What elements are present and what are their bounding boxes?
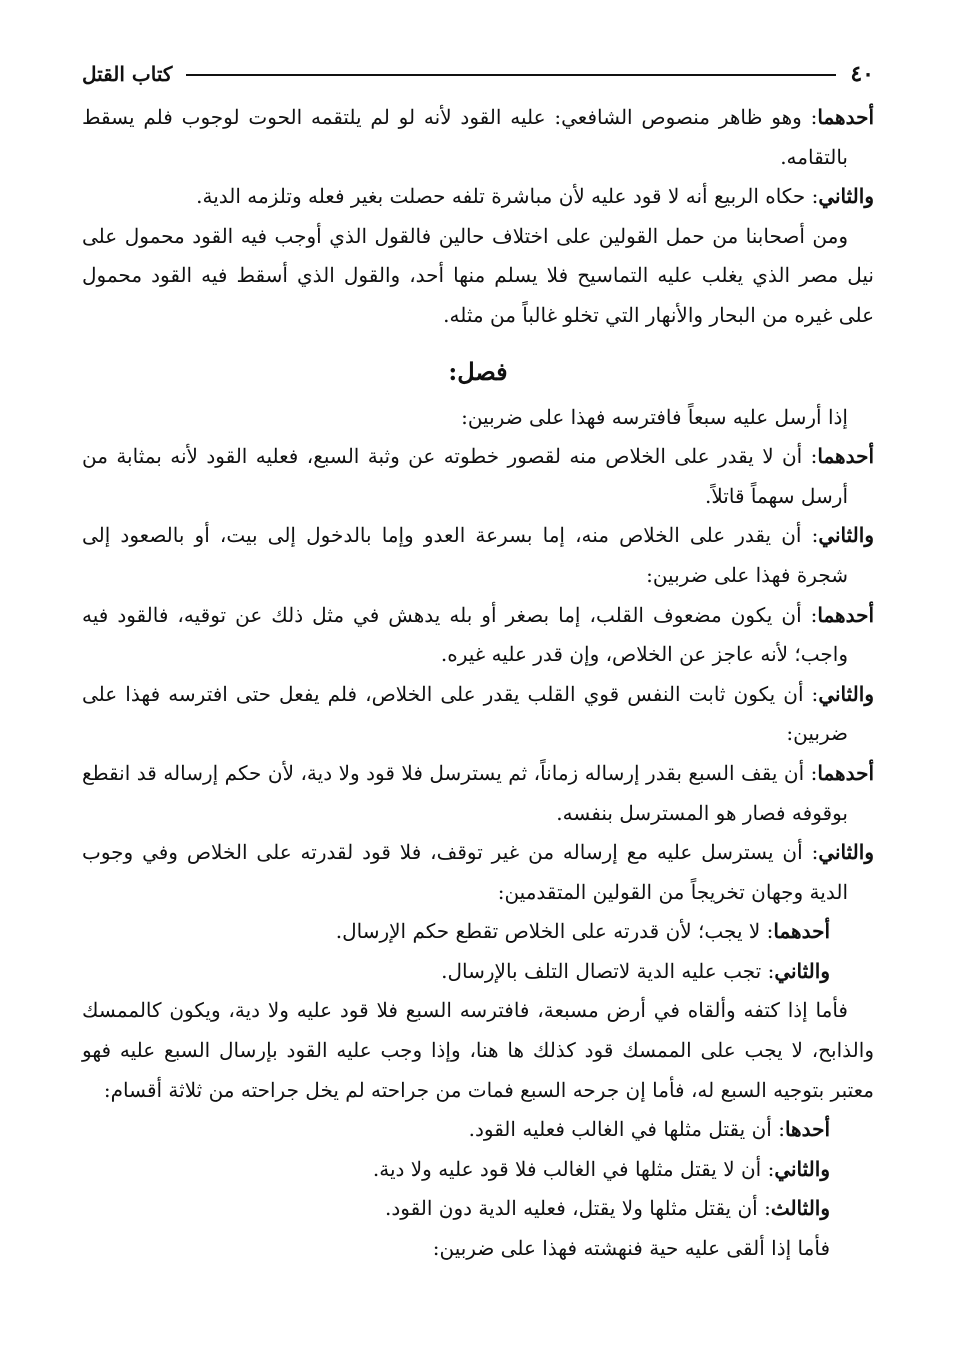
paragraph <box>82 398 874 438</box>
paragraph-text: : أن يقدر على الخلاص منه، إما بسرعة العدو وإما بالدخول إلى بيت، أو بالصعود إلى شجرة فهذا على ضربين: <box>82 523 848 587</box>
paragraph <box>82 952 874 992</box>
page-body <box>82 98 874 1269</box>
paragraph <box>82 754 874 833</box>
paragraph <box>82 833 874 912</box>
paragraph-text: : أن يقتل مثلها في الغالب فعليه القود. <box>468 1117 785 1142</box>
section-title: فصل: <box>448 356 508 386</box>
paragraph-text: : أن يكون ثابت النفس قوي القلب يقدر على الخلاص، فلم يفعل حتى افترسه فهذا على ضربين: <box>82 681 848 746</box>
paragraph-lead: والثاني <box>818 681 874 706</box>
paragraph-lead: والثاني <box>818 523 874 548</box>
paragraph-text: فأما إذا كتفه وألقاه في أرض مسبعة، فافترسه السبع فلا قود عليه ولا دية، ويكون كالممسك والذابح، لا يجب على الممسك قود كذلك ها هنا، وإذا وجب عليه القود بإرسال السبع عليه فهو معتبر بتوجيه السبع له، فأما إن جرحه السبع فمات من جراحته لم يخل جراحته من ثلاثة أقسام: <box>82 998 874 1102</box>
page-number: ٤٠ <box>850 61 874 87</box>
paragraph-lead: والثاني <box>818 840 874 865</box>
paragraph <box>82 991 874 1110</box>
paragraph-lead: والثاني <box>774 1156 830 1181</box>
paragraph <box>82 217 874 336</box>
paragraph-lead: أحدهما <box>817 760 874 785</box>
paragraph-lead: أحدهما <box>817 602 874 627</box>
paragraph-text: : وهو ظاهر منصوص الشافعي: عليه القود لأنه لو لم يلتقمه الحوت لوجوب فلم يسقط بالتقامه. <box>82 105 848 169</box>
page-header <box>82 56 874 92</box>
paragraph-text: فأما إذا ألقى عليه حية فنهشته فهذا على ضربين: <box>432 1236 830 1261</box>
paragraph-text: ومن أصحابنا من حمل القولين على اختلاف حالين فالقول الذي أوجب فيه القود محمول على نيل مصر الذي يغلب عليه التماسيح فلا يسلم منها أحد، والقول الذي أسقط فيه القود محمول على غيره من البحار والأنهار التي تخلو غالباً من مثله. <box>82 223 875 327</box>
paragraph <box>82 516 874 595</box>
paragraph-lead: والثاني <box>818 184 874 209</box>
paragraph-lead: أحدهما <box>817 105 874 129</box>
header-rule <box>186 74 836 76</box>
paragraph-lead: والثاني <box>774 958 830 983</box>
paragraph-lead: أحدهما <box>817 444 874 469</box>
paragraph <box>82 437 874 516</box>
paragraph <box>82 912 874 952</box>
paragraph <box>82 1110 874 1150</box>
paragraph <box>82 596 874 675</box>
paragraph-lead: والثالث <box>770 1196 830 1221</box>
paragraph-text: : أن يقتل مثلها ولا يقتل، فعليه الدية دون القود. <box>385 1196 771 1221</box>
paragraph-text: : حكاه الربيع أنه لا قود عليه لأن مباشرة تلفه حصلت بغير فعله وتلزمه الدية. <box>196 184 819 209</box>
intro-paragraphs <box>82 98 874 336</box>
paragraph <box>82 98 874 177</box>
paragraph <box>82 1189 874 1229</box>
paragraph-text: : أن يقف السبع بقدر إرساله زماناً، ثم يسترسل فلا قود ولا دية، لأن حكم إرساله قد انقطع بوقوفه فصار هو المسترسل بنفسه. <box>82 760 848 825</box>
paragraph-text: : أن لا يقدر على الخلاص منه لقصور خطوته عن وثبة السبع، فعليه القود لأنه بمثابة من أرسل سهماً قاتلاً. <box>82 444 848 508</box>
paragraph-text: : لا يجب؛ لأن قدرته على الخلاص تقطع حكم الإرسال. <box>335 919 774 944</box>
section-paragraphs <box>82 398 874 1269</box>
paragraph <box>82 1150 874 1190</box>
paragraph-lead: أحدها <box>784 1117 830 1142</box>
running-title: كتاب القتل <box>82 62 173 86</box>
paragraph <box>82 675 874 754</box>
paragraph <box>82 177 874 217</box>
paragraph-lead: أحدهما <box>773 919 830 944</box>
paragraph-text: : أن لا يقتل مثلها في الغالب فلا قود عليه ولا دية. <box>372 1156 775 1181</box>
paragraph-text: : أن يسترسل عليه مع إرساله من غير توقف، فلا قود لقدرته على الخلاص وفي وجوب الدية وجهان تخريجاً من القولين المتقدمين: <box>82 840 848 904</box>
paragraph <box>82 1229 874 1269</box>
paragraph-text: إذا أرسل عليه سبعاً فافترسه فهذا على ضربين: <box>461 404 848 429</box>
paragraph-text: : تجب عليه الدية لاتصال التلف بالإرسال. <box>441 958 775 983</box>
paragraph-text: : أن يكون مضعوف القلب، إما بصغر أو بله يدهش في مثل ذلك عن توقيه، فالقود فيه واجب؛ لأنه عاجز عن الخلاص، وإن قدر عليه غيره. <box>82 602 848 667</box>
